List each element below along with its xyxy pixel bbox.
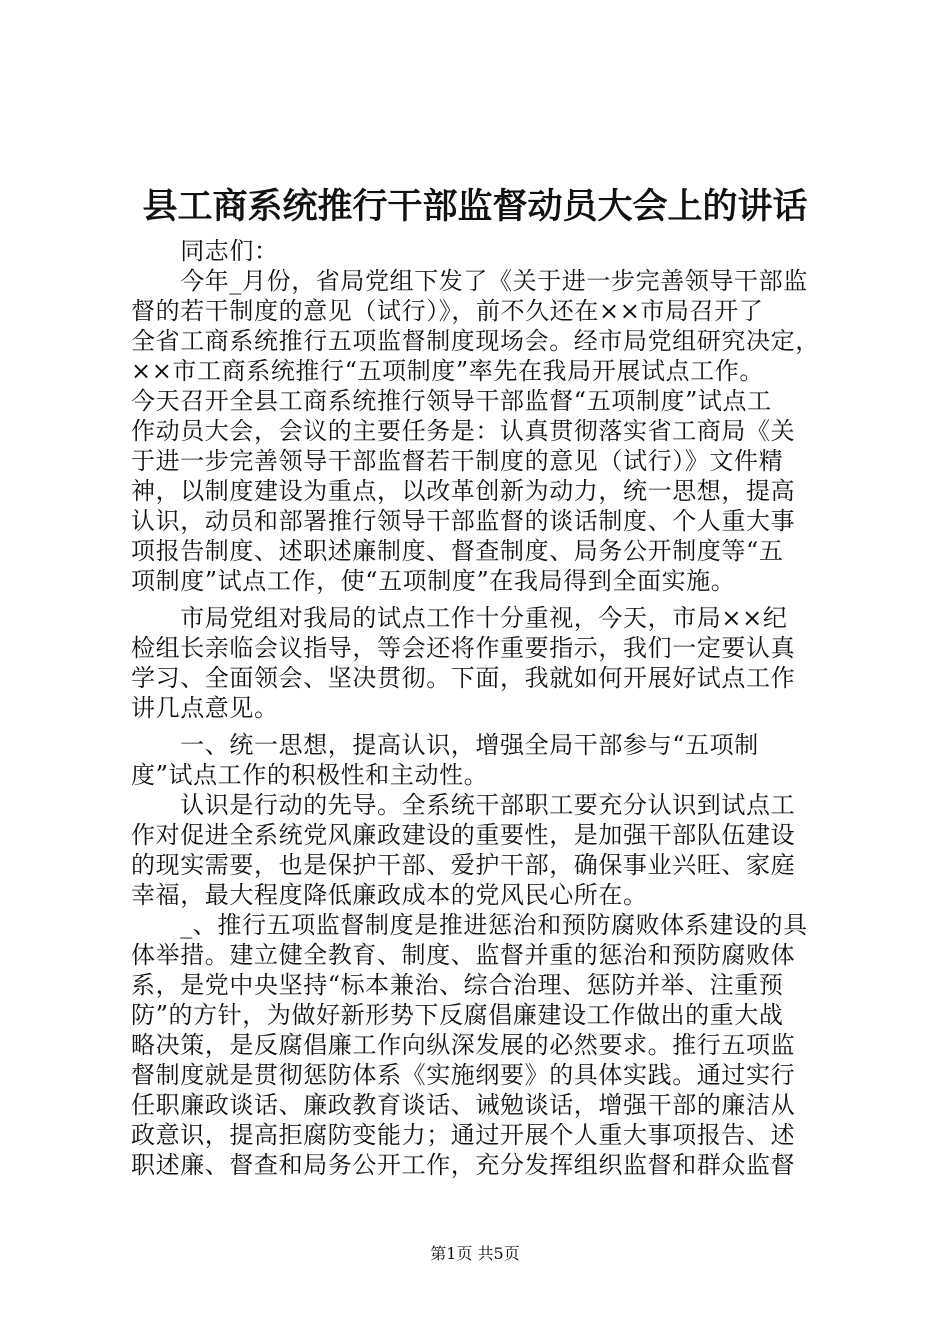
page-number-footer: 第1页 共5页 xyxy=(430,1244,520,1263)
body-line: 认识，动员和部署推行领导干部监督的谈话制度、个人重大事 xyxy=(131,507,796,535)
body-line: 督的若干制度的意见（试行）》，前不久还在××市局召开了 xyxy=(131,297,764,325)
body-line: 市局党组对我局的试点工作十分重视，今天，市局××纪 xyxy=(131,604,788,632)
body-line: _、推行五项监督制度是推进惩治和预防腐败体系建设的具 xyxy=(131,911,808,939)
section-heading-line: 一、统一思想，提高认识，增强全局干部参与“五项制 xyxy=(131,731,759,759)
body-line: 的现实需要，也是保护干部、爱护干部，确保事业兴旺、家庭 xyxy=(131,851,796,879)
body-line: 作动员大会，会议的主要任务是：认真贯彻落实省工商局《关 xyxy=(131,417,796,445)
body-line: 讲几点意见。 xyxy=(131,694,279,722)
body-line: 认识是行动的先导。全系统干部职工要充分认识到试点工 xyxy=(131,791,796,819)
body-line: 于进一步完善领导干部监督若干制度的意见（试行）》文件精 xyxy=(131,447,784,475)
body-line: 神，以制度建设为重点，以改革创新为动力，统一思想，提高 xyxy=(131,477,796,505)
document-title: 县工商系统推行干部监督动员大会上的讲话 xyxy=(142,186,808,227)
body-line: 政意识，提高拒腐防变能力；通过开展个人重大事项报告、述 xyxy=(131,1121,796,1149)
body-line: 略决策，是反腐倡廉工作向纵深发展的必然要求。推行五项监 xyxy=(131,1031,796,1059)
body-line: 项报告制度、述职述廉制度、督查制度、局务公开制度等“五 xyxy=(131,537,784,565)
section-heading-line: 度”试点工作的积极性和主动性。 xyxy=(131,761,489,789)
body-line: 任职廉政谈话、廉政教育谈话、诫勉谈话，增强干部的廉洁从 xyxy=(131,1091,796,1119)
body-line: 督制度就是贯彻惩防体系《实施纲要》的具体实践。通过实行 xyxy=(131,1061,796,1089)
body-line: 今天召开全县工商系统推行领导干部监督“五项制度”试点工 xyxy=(131,387,772,415)
body-line: 作对促进全系统党风廉政建设的重要性，是加强干部队伍建设 xyxy=(131,821,796,849)
body-line: 学习、全面领会、坚决贯彻。下面，我就如何开展好试点工作 xyxy=(131,664,796,692)
body-line: 职述廉、督查和局务公开工作，充分发挥组织监督和群众监督 xyxy=(131,1151,796,1179)
body-line: 系，是党中央坚持“标本兼治、综合治理、惩防并举、注重预 xyxy=(131,971,784,999)
body-line: 幸福，最大程度降低廉政成本的党风民心所在。 xyxy=(131,881,648,909)
body-line: 全省工商系统推行五项监督制度现场会。经市局党组研究决定， xyxy=(131,327,820,355)
body-line: 今年_月份，省局党组下发了《关于进一步完善领导干部监 xyxy=(131,267,808,295)
body-line: 防”的方针，为做好新形势下反腐倡廉建设工作做出的重大战 xyxy=(131,1001,784,1029)
body-line: ××市工商系统推行“五项制度”率先在我局开展试点工作。 xyxy=(131,357,764,385)
body-line: 体举措。建立健全教育、制度、监督并重的惩治和预防腐败体 xyxy=(131,941,796,969)
body-line: 项制度”试点工作，使“五项制度”在我局得到全面实施。 xyxy=(131,567,736,595)
body-line: 同志们： xyxy=(131,237,279,265)
body-line: 检组长亲临会议指导，等会还将作重要指示，我们一定要认真 xyxy=(131,634,796,662)
